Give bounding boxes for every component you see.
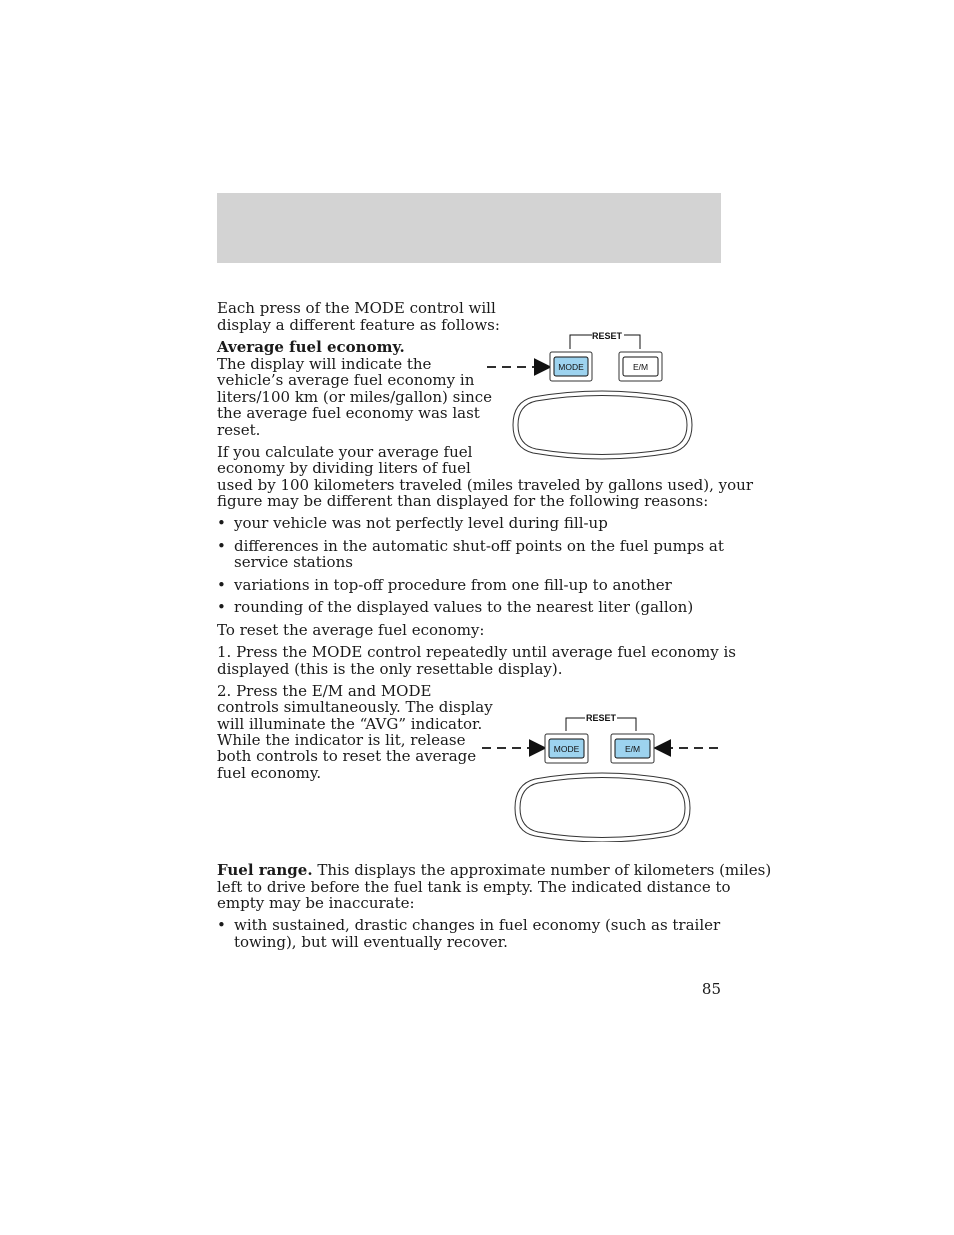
reset-bracket <box>566 712 636 731</box>
page-number: 85 <box>701 980 721 998</box>
bullet-text: rounding of the displayed values to the nearest liter (gallon) <box>234 598 694 616</box>
step2-line-2: controls simultaneously. The display <box>217 698 493 716</box>
mode-button[interactable] <box>545 734 588 763</box>
intro-line-1: Each press of the MODE control will <box>217 299 496 317</box>
avg-line-4: the average fuel economy was last <box>217 404 480 422</box>
mode-control-diagram-1 <box>480 325 700 460</box>
bullet-text: your vehicle was not perfectly level during fill-up <box>234 514 608 532</box>
reset-label: RESET <box>585 713 617 723</box>
intro-line-2: display a different feature as follows: <box>217 316 500 334</box>
em-label: E/M <box>624 744 641 754</box>
avg-heading-text: Average fuel economy. <box>217 338 405 356</box>
header-bar <box>217 193 721 263</box>
reset-bracket <box>570 329 640 349</box>
display-screen <box>515 773 690 842</box>
em-button[interactable] <box>611 734 654 763</box>
avg-heading <box>217 339 405 356</box>
bullet-text: with sustained, drastic changes in fuel economy (such as trailer <box>234 916 721 934</box>
bullet-text-cont: towing), but will eventually recover. <box>234 933 508 951</box>
avg-line-1: The display will indicate the <box>217 355 432 373</box>
bullet-dot: • <box>217 916 226 934</box>
calc-line-3: used by 100 kilometers traveled (miles traveled by gallons used), your <box>217 476 753 494</box>
bullet-text: variations in top-off procedure from one fill-up to another <box>234 576 672 594</box>
bullet-dot: • <box>217 514 226 532</box>
step2-line-4: While the indicator is lit, release <box>217 731 466 749</box>
mode-label: MODE <box>553 744 580 754</box>
mode-button[interactable] <box>550 352 592 381</box>
bullet-text-cont: service stations <box>234 553 353 571</box>
step2-line-1: 2. Press the E/M and MODE <box>217 682 432 700</box>
step1-line-2: displayed (this is the only resettable display). <box>217 660 563 678</box>
calc-line-1: If you calculate your average fuel <box>217 443 473 461</box>
step2-line-6: fuel economy. <box>217 764 322 782</box>
fuel-range-text: This displays the approximate number of kilometers (miles) <box>317 861 772 879</box>
fuel-range-line-1 <box>217 862 771 879</box>
calc-line-2: economy by dividing liters of fuel <box>217 459 471 477</box>
em-button[interactable] <box>619 352 662 381</box>
bullet-text: differences in the automatic shut-off points on the fuel pumps at <box>234 537 724 555</box>
mode-control-diagram-2 <box>478 707 722 842</box>
fuel-range-line-2: left to drive before the fuel tank is empty. The indicated distance to <box>217 878 731 896</box>
bullet-dot: • <box>217 598 226 616</box>
step2-line-3: will illuminate the “AVG” indicator. <box>217 715 483 733</box>
bullet-dot: • <box>217 576 226 594</box>
fuel-range-heading: Fuel range. <box>217 861 313 879</box>
em-label: E/M <box>632 362 649 372</box>
step2-line-5: both controls to reset the average <box>217 747 477 765</box>
reset-label: RESET <box>591 331 623 341</box>
avg-line-5: reset. <box>217 421 261 439</box>
display-screen <box>513 391 692 459</box>
step1-line-1: 1. Press the MODE control repeatedly until average fuel economy is <box>217 643 737 661</box>
mode-label: MODE <box>558 362 584 372</box>
avg-line-3: liters/100 km (or miles/gallon) since <box>217 388 493 406</box>
calc-line-4: figure may be different than displayed for the following reasons: <box>217 492 709 510</box>
avg-line-2: vehicle’s average fuel economy in <box>217 371 475 389</box>
reset-intro: To reset the average fuel economy: <box>217 621 485 639</box>
bullet-dot: • <box>217 537 226 555</box>
fuel-range-line-3: empty may be inaccurate: <box>217 894 415 912</box>
